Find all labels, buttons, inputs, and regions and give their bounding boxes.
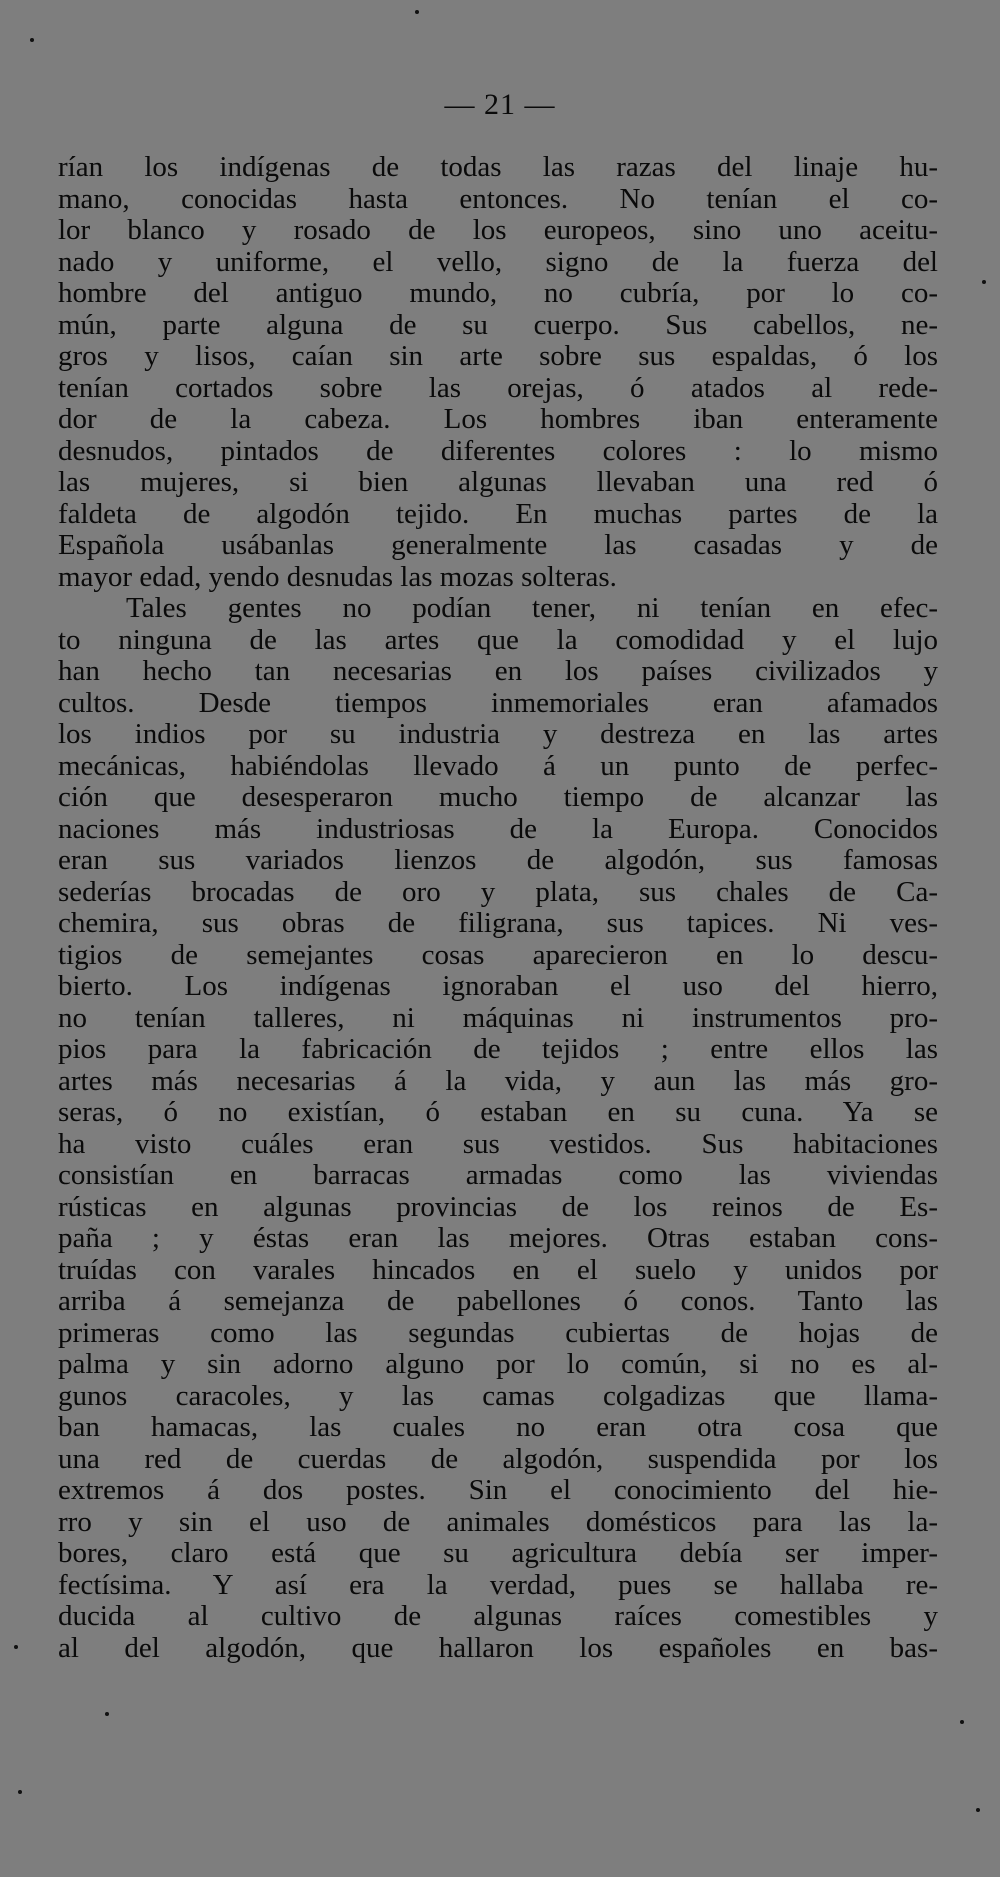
text-line: nado y uniforme, el vello, signo de la fuerza del bbox=[58, 245, 938, 278]
text-line: rro y sin el uso de animales domésticos para las la- bbox=[58, 1505, 938, 1538]
text-line: truídas con varales hincados en el suelo y unidos por bbox=[58, 1253, 938, 1286]
text-line: to ninguna de las artes que la comodidad y el lujo bbox=[58, 623, 938, 656]
text-line: ban hamacas, las cuales no eran otra cosa que bbox=[58, 1411, 938, 1443]
text-line: dor de la cabeza. Los hombres iban enteramente bbox=[58, 403, 938, 435]
text-line: mecánicas, habiéndolas llevado á un punto de perfec- bbox=[58, 749, 938, 782]
paragraph-first-line: Tales gentes no podían tener, ni tenían en efec- bbox=[126, 592, 938, 624]
text-line: no tenían talleres, ni máquinas ni instrumentos pro- bbox=[58, 1001, 938, 1034]
text-line: rústicas en algunas provincias de los reinos de Es- bbox=[58, 1190, 938, 1223]
text-line: mún, parte alguna de su cuerpo. Sus cabellos, ne- bbox=[58, 308, 938, 341]
text-line: consistían en barracas armadas como las viviendas bbox=[58, 1159, 938, 1191]
text-line: bores, claro está que su agricultura debía ser imper- bbox=[58, 1537, 938, 1569]
text-line: naciones más industriosas de la Europa. Conocidos bbox=[58, 812, 938, 845]
text-line: palma y sin adorno alguno por lo común, si no es al- bbox=[58, 1348, 938, 1380]
scan-speck bbox=[415, 10, 419, 14]
text-line: sederías brocadas de oro y plata, sus chales de Ca- bbox=[58, 875, 938, 908]
scan-speck bbox=[18, 1790, 22, 1794]
text-line: paña ; y éstas eran las mejores. Otras estaban cons- bbox=[58, 1222, 938, 1254]
text-line: gros y lisos, caían sin arte sobre sus espaldas, ó los bbox=[58, 340, 938, 372]
text-line: cultos. Desde tiempos inmemoriales eran afamados bbox=[58, 686, 938, 719]
scan-speck bbox=[105, 1712, 109, 1716]
text-line: desnudos, pintados de diferentes colores : lo mismo bbox=[58, 434, 938, 467]
text-line: una red de cuerdas de algodón, suspendida por los bbox=[58, 1442, 938, 1475]
scan-speck bbox=[982, 280, 986, 284]
scan-speck bbox=[960, 1720, 964, 1724]
text-line: pios para la fabricación de tejidos ; entre ellos las bbox=[58, 1033, 938, 1065]
text-line: hombre del antiguo mundo, no cubría, por lo co- bbox=[58, 277, 938, 309]
text-line: extremos á dos postes. Sin el conocimiento del hie- bbox=[58, 1474, 938, 1506]
text-line: ducida al cultivo de algunas raíces comestibles y bbox=[58, 1600, 938, 1632]
text-line: eran sus variados lienzos de algodón, sus famosas bbox=[58, 844, 938, 876]
scan-speck bbox=[14, 1645, 18, 1649]
text-line: ha visto cuáles eran sus vestidos. Sus habitaciones bbox=[58, 1127, 938, 1160]
scan-speck bbox=[976, 1808, 980, 1812]
text-line: artes más necesarias á la vida, y aun las más gro- bbox=[58, 1064, 938, 1097]
text-line: fectísima. Y así era la verdad, pues se hallaba re- bbox=[58, 1568, 938, 1601]
text-line: tigios de semejantes cosas aparecieron en lo descu- bbox=[58, 938, 938, 971]
text-line: los indios por su industria y destreza en las artes bbox=[58, 718, 938, 750]
text-line: lor blanco y rosado de los europeos, sino uno aceitu- bbox=[58, 214, 938, 246]
text-line: ción que desesperaron mucho tiempo de alcanzar las bbox=[58, 781, 938, 813]
text-line: las mujeres, si bien algunas llevaban una red ó bbox=[58, 466, 938, 498]
text-line: mano, conocidas hasta entonces. No tenían el co- bbox=[58, 182, 938, 215]
text-line: arriba á semejanza de pabellones ó conos. Tanto las bbox=[58, 1285, 938, 1317]
text-line: han hecho tan necesarias en los países civilizados y bbox=[58, 655, 938, 687]
text-line: primeras como las segundas cubiertas de hojas de bbox=[58, 1316, 938, 1349]
text-line: Española usábanlas generalmente las casadas y de bbox=[58, 529, 938, 561]
text-line: seras, ó no existían, ó estaban en su cuna. Ya se bbox=[58, 1096, 938, 1128]
text-line: faldeta de algodón tejido. En muchas partes de la bbox=[58, 497, 938, 530]
page-number: — 21 — bbox=[444, 88, 556, 121]
text-line: bierto. Los indígenas ignoraban el uso del hierro, bbox=[58, 970, 938, 1002]
text-line: gunos caracoles, y las camas colgadizas que llama- bbox=[58, 1379, 938, 1412]
body-text bbox=[58, 152, 938, 1664]
text-line: mayor edad, yendo desnudas las mozas solteras. bbox=[58, 560, 617, 593]
text-line: chemira, sus obras de filigrana, sus tapices. Ni ves- bbox=[58, 907, 938, 939]
text-line: al del algodón, que hallaron los españoles en bas- bbox=[58, 1631, 938, 1664]
scan-speck bbox=[30, 38, 34, 42]
text-line: tenían cortados sobre las orejas, ó atados al rede- bbox=[58, 371, 938, 404]
text-line: rían los indígenas de todas las razas del linaje hu- bbox=[58, 151, 938, 183]
